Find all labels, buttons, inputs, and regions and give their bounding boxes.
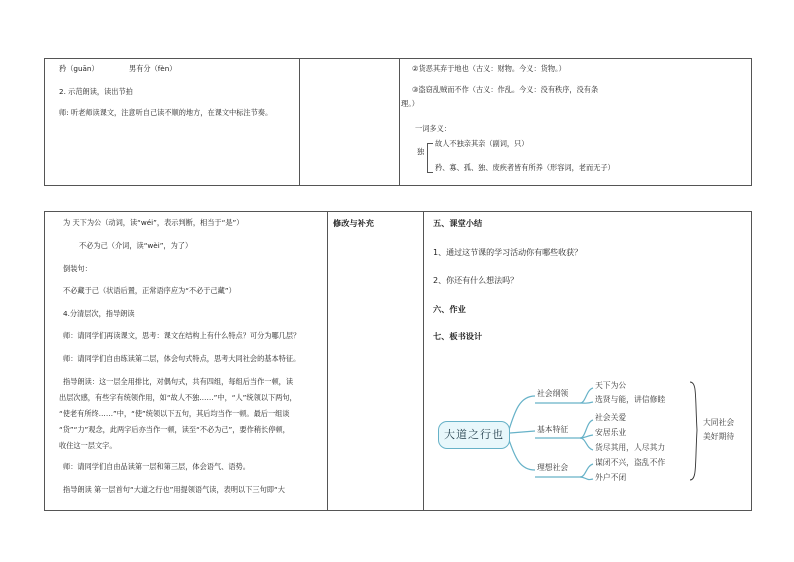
- connector-branch-3: [508, 437, 535, 470]
- guidance-line-5: 收住这一层文字。: [59, 441, 117, 450]
- inversion-heading: 倒装句：: [63, 264, 92, 273]
- leaf-2-3: 货尽其用，人尽其力: [595, 443, 666, 452]
- branch-label-3: 理想社会: [537, 463, 569, 472]
- connector-leaf-3a: [580, 464, 593, 477]
- connector-branch-2: [510, 431, 535, 433]
- step-heading: 2. 示范朗读，读出节拍: [59, 87, 133, 96]
- inversion-example: 不必藏于己（状语后置，正常语序应为“不必于己藏”）: [63, 286, 236, 295]
- gujin-item-3: ③盗窃乱贼而不作（古义：作乱。今义：没有秩序，没有条: [412, 85, 599, 94]
- connector-branch-1: [508, 396, 535, 433]
- summary-question-2: 2、你还有什么想法吗？: [433, 276, 519, 285]
- leaf-2-1: 社会关爱: [595, 413, 627, 422]
- revision-header: 修改与补充: [333, 218, 374, 228]
- teacher-question-2: 师：请同学们自由练读第二层，体会句式特点，思考大同社会的基本特征。: [63, 354, 301, 363]
- connector-leaf-2c: [580, 438, 593, 450]
- teacher-question-3: 师：请同学们自由品读第一层和第三层，体会语气、语势。: [63, 462, 250, 471]
- leaf-2-2: 安居乐业: [595, 428, 627, 437]
- section-6-heading: 六、作业: [433, 304, 466, 314]
- wei-usage-2: 不必为己（介词，读“wèi”，为了）: [79, 241, 193, 250]
- connector-leaf-1a: [580, 388, 593, 403]
- mindmap-center-node: 大道之行也: [438, 421, 510, 449]
- polysemy-def-2: 矜、寡、孤、独、废疾者皆有所养（形容词，老而无子）: [435, 163, 615, 172]
- guidance-line-2: 出层次感，有些字有统领作用，如“故人不独……”中，“人”统领以下两句，: [59, 393, 297, 402]
- summary-question-1: 1、通过这节课的学习活动你有哪些收获？: [433, 248, 583, 257]
- connector-leaf-3b: [580, 477, 593, 480]
- section-5-heading: 五、课堂小结: [433, 218, 483, 228]
- polysemy-heading: 一词多义：: [415, 124, 451, 133]
- leaf-1-2: 选贤与能，讲信修睦: [595, 395, 666, 404]
- step-4-heading: 4.分清层次，指导朗读: [63, 309, 135, 318]
- guidance-line-3: “使老有所终……”中，“使”统领以下五句，其后均当作一顿。最后一组谈: [59, 409, 290, 418]
- guidance-line-1: 指导朗读：这一层全用排比，对偶句式，共有四组，每组后当作一顿，读: [63, 377, 294, 386]
- conclusion-brace: [690, 382, 697, 480]
- polysemy-char: 独: [417, 147, 425, 156]
- guidance-line-4: “货”“力”观念，此两字后亦当作一顿，读至“不必为己”，要作稍长停顿，: [59, 425, 290, 434]
- teacher-instruction: 师: 听老师读课文，注意听自己读不顺的地方，在课文中标注节奏。: [59, 108, 273, 117]
- wei-usage-1: 为 天下为公（动词，读“wéi”，表示判断，相当于“是”）: [63, 218, 244, 227]
- leaf-3-2: 外户不闭: [595, 473, 627, 482]
- section-7-heading: 七、板书设计: [433, 331, 483, 341]
- guidance-first-layer: 指导朗读 第一层首句“大道之行也”用提领语气读，表明以下三句即“大: [63, 485, 285, 494]
- pinyin-fen: 男有分（fèn）: [129, 64, 177, 73]
- conclusion-line-1: 大同社会: [703, 418, 735, 427]
- branch-label-1: 社会纲领: [537, 389, 569, 398]
- gujin-item-3-cont: 理。）: [401, 99, 419, 108]
- gujin-item-2: ②货恶其弃于地也（古义：财物。今义：货物。）: [412, 64, 566, 73]
- pinyin-guan: 矜（guān）: [59, 64, 99, 73]
- leaf-3-1: 谋闭不兴，盗乱不作: [595, 458, 666, 467]
- polysemy-def-1: 故人不独亲其亲（副词，只）: [435, 139, 529, 148]
- branch-label-2: 基本特征: [537, 425, 569, 434]
- teacher-question-1: 师：请同学们再读课文，思考：课文在结构上有什么特点？可分为哪几层？: [63, 331, 301, 340]
- leaf-1-1: 天下为公: [595, 381, 627, 390]
- conclusion-line-2: 美好期待: [703, 432, 735, 441]
